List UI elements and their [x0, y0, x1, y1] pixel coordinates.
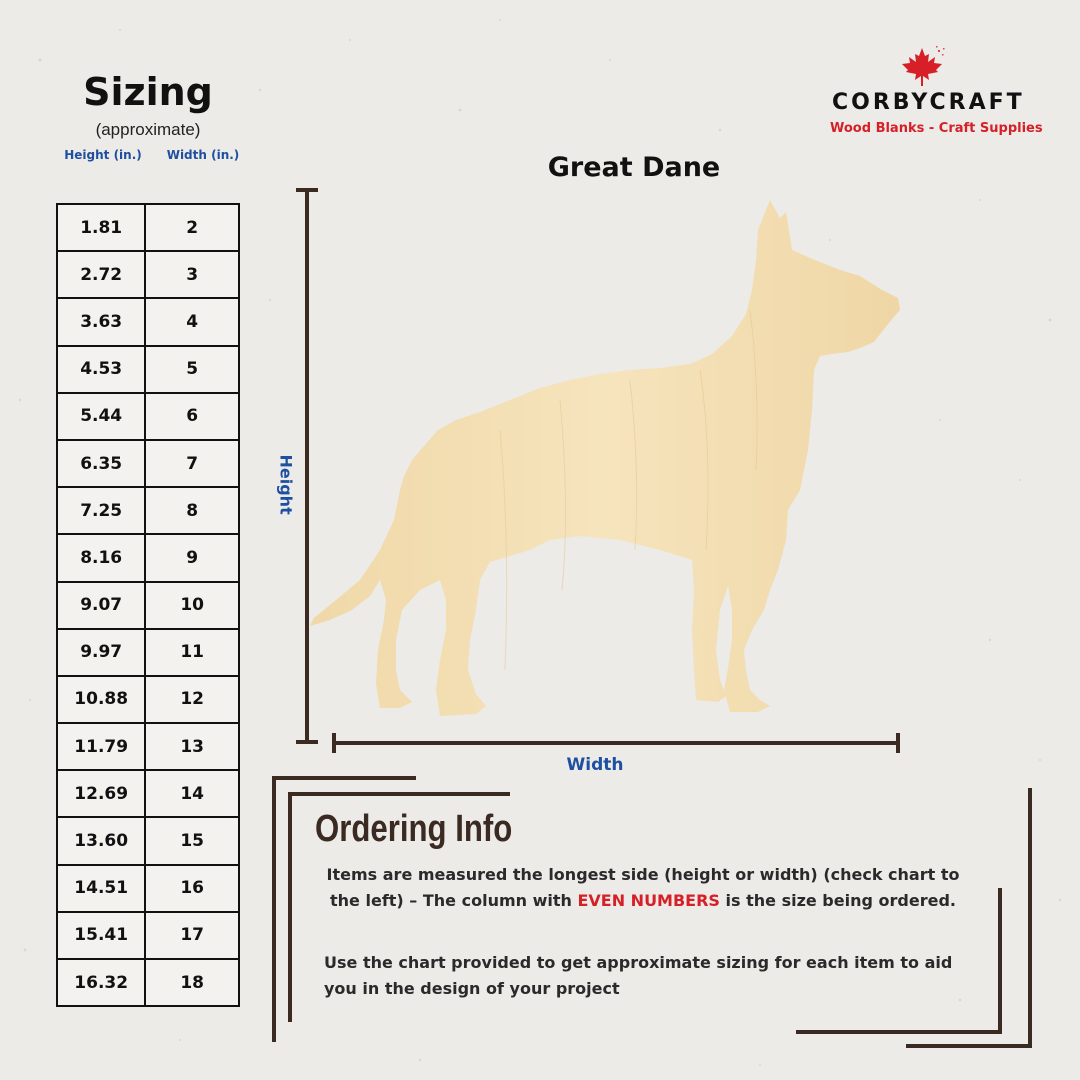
width-cell: 4: [145, 298, 239, 345]
height-cell: 15.41: [57, 912, 145, 959]
size-table-row: [57, 582, 239, 629]
height-cell: 6.35: [57, 440, 145, 487]
size-table-row: [57, 346, 239, 393]
size-table-row: [57, 204, 239, 251]
size-table-row: [57, 487, 239, 534]
height-cell: 9.97: [57, 629, 145, 676]
brand-tagline: Wood Blanks - Craft Supplies: [830, 121, 1043, 136]
size-table-row: [57, 298, 239, 345]
height-cell: 16.32: [57, 959, 145, 1006]
width-cell: 5: [145, 346, 239, 393]
great-dane-wood-shape: [300, 190, 920, 750]
width-column-header: Width (in.): [166, 148, 240, 162]
ordering-info-paragraph-2: Use the chart provided to get approximate sizing for each item to aid you in the design of your project: [324, 953, 953, 998]
size-table-row: [57, 629, 239, 676]
product-title: Great Dane: [547, 152, 721, 183]
height-cell: 2.72: [57, 251, 145, 298]
height-column-header: Height (in.): [64, 148, 142, 162]
size-table-row: [57, 393, 239, 440]
height-cell: 14.51: [57, 865, 145, 912]
width-cell: 16: [145, 865, 239, 912]
width-cell: 8: [145, 487, 239, 534]
size-table-row: [57, 534, 239, 581]
width-cell: 2: [145, 204, 239, 251]
width-cell: 10: [145, 582, 239, 629]
size-table-row: [57, 723, 239, 770]
width-cell: 11: [145, 629, 239, 676]
height-cell: 9.07: [57, 582, 145, 629]
width-cell: 7: [145, 440, 239, 487]
height-cell: 12.69: [57, 770, 145, 817]
size-table: [56, 203, 240, 1007]
width-cell: 6: [145, 393, 239, 440]
size-table-row: [57, 912, 239, 959]
sizing-title: Sizing: [83, 70, 213, 114]
size-table-row: [57, 959, 239, 1006]
ordering-text-after: is the size being ordered.: [719, 891, 956, 910]
ordering-info-title: Ordering Info: [315, 808, 513, 850]
width-cell: 13: [145, 723, 239, 770]
height-dimension-line: [292, 186, 322, 746]
width-dimension-line: [330, 730, 902, 756]
size-table-row: [57, 251, 239, 298]
width-cell: 14: [145, 770, 239, 817]
height-cell: 11.79: [57, 723, 145, 770]
width-cell: 15: [145, 817, 239, 864]
height-label: Height: [276, 454, 296, 515]
size-table-row: [57, 676, 239, 723]
height-cell: 4.53: [57, 346, 145, 393]
height-cell: 3.63: [57, 298, 145, 345]
size-table-row: [57, 865, 239, 912]
width-label: Width: [566, 755, 624, 775]
width-cell: 3: [145, 251, 239, 298]
height-cell: 13.60: [57, 817, 145, 864]
width-cell: 17: [145, 912, 239, 959]
width-cell: 9: [145, 534, 239, 581]
maple-leaf-icon: [898, 44, 946, 92]
height-cell: 7.25: [57, 487, 145, 534]
size-table-row: [57, 440, 239, 487]
ordering-info-paragraph-1: [318, 862, 968, 914]
width-cell: 12: [145, 676, 239, 723]
height-cell: 8.16: [57, 534, 145, 581]
height-cell: 10.88: [57, 676, 145, 723]
brand-logo: CORBYCRAFT: [832, 90, 1025, 115]
size-table-row: [57, 770, 239, 817]
width-cell: 18: [145, 959, 239, 1006]
size-table-row: [57, 817, 239, 864]
sizing-subtitle: (approximate): [95, 120, 201, 139]
ordering-text-before: Items are measured the longest side (height or width) (check chart to the left) – The column with: [326, 865, 960, 910]
height-cell: 5.44: [57, 393, 145, 440]
height-cell: 1.81: [57, 204, 145, 251]
even-numbers-highlight: EVEN NUMBERS: [577, 891, 720, 910]
